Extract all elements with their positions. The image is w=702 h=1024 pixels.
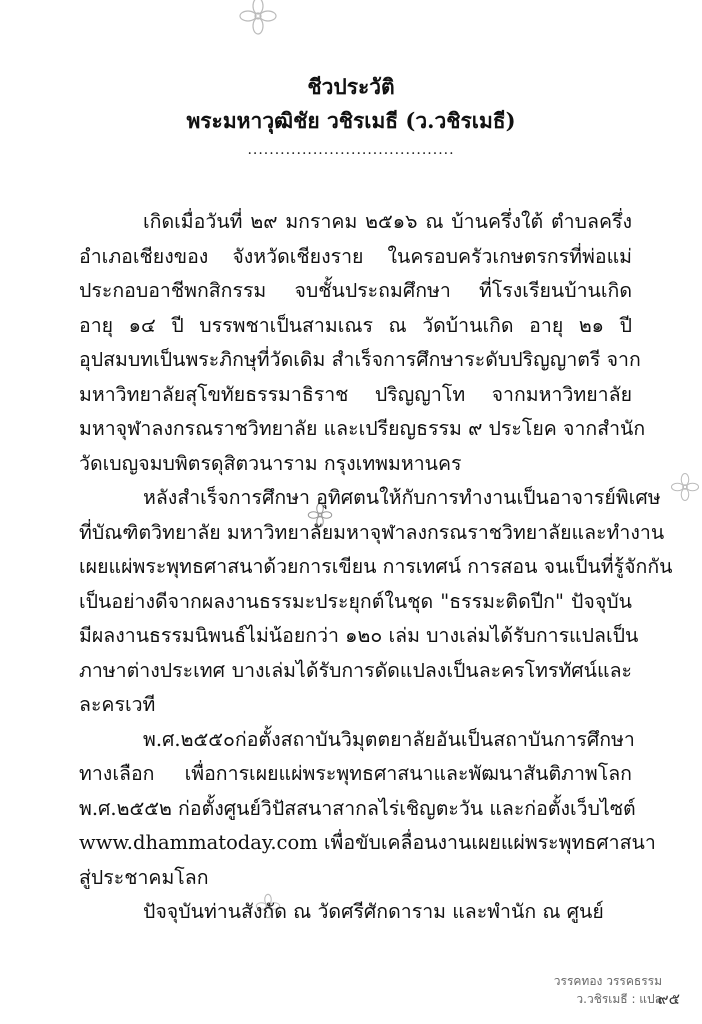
flower-ornament-top-icon	[238, 0, 278, 36]
text-line: หลังสำเร็จการศึกษา อุทิศตนให้กับการทำงานเป็นอาจารย์พิเศษ	[143, 486, 661, 509]
text-line: อำเภอเชียงของ จังหวัดเชียงราย ในครอบครัวเกษตรกรที่พ่อแม่	[79, 244, 632, 268]
text-line: www.dhammatoday.com เพื่อขับเคลื่อนงานเผยแผ่พระพุทธศาสนา	[79, 831, 656, 854]
body-paragraph	[79, 205, 646, 481]
page-subtitle: พระมหาวุฒิชัย วชิรเมธี (ว.วชิรเมธี)	[186, 108, 516, 133]
text-line: มีผลงานธรรมนิพนธ์ไม่น้อยกว่า ๑๒๐ เล่ม บางเล่มได้รับการแปลเป็น	[79, 624, 639, 647]
page-footer	[554, 972, 662, 1008]
text-line: ประกอบอาชีพกสิกรรม จบชั้นประถมศึกษา ที่โรงเรียนบ้านเกิด	[79, 279, 632, 302]
text-line: พ.ศ.๒๕๕๒ ก่อตั้งศูนย์วิปัสสนาสากลไร่เชิญตะวัน และก่อตั้งเว็บไซต์	[79, 796, 636, 820]
text-line: มหาวิทยาลัยสุโขทัยธรรมาธิราช ปริญญาโท จากมหาวิทยาลัย	[79, 382, 632, 406]
flower-ornament-right-icon	[670, 472, 700, 502]
text-line: ละครเวที	[79, 693, 156, 716]
text-line: เกิดเมื่อวันที่ ๒๙ มกราคม ๒๕๑๖ ณ บ้านครึ่งใต้ ตำบลครึ่ง	[143, 210, 632, 233]
text-line: เป็นอย่างดีจากผลงานธรรมะประยุกต์ในชุด "ธรรมะติดปีก" ปัจจุบัน	[79, 589, 632, 613]
text-line: ปัจจุบันท่านสังกัด ณ วัดศรีศักดาราม และพำนัก ณ ศูนย์	[143, 900, 604, 923]
text-line: อายุ ๑๔ ปี บรรพชาเป็นสามเณร ณ วัดบ้านเกิด อายุ ๒๑ ปี	[79, 313, 632, 337]
text-line: อุปสมบทเป็นพระภิกษุที่วัดเดิม สำเร็จการศึกษาระดับปริญญาตรี จาก	[79, 348, 641, 371]
text-line: สู่ประชาคมโลก	[79, 865, 209, 889]
text-line: เผยแผ่พระพุทธศาสนาด้วยการเขียน การเทศน์ การสอน จนเป็นที่รู้จักกัน	[79, 555, 673, 578]
text-line: มหาจุฬาลงกรณราชวิทยาลัย และเปรียญธรรม ๙ ประโยค จากสำนัก	[79, 417, 646, 440]
page-title: ชีวประวัติ	[307, 74, 395, 99]
title-block	[0, 72, 702, 158]
dotted-divider: ......................................	[247, 142, 455, 158]
body-paragraph	[79, 481, 673, 723]
body-paragraph	[79, 723, 656, 896]
text-line: ที่บัณฑิตวิทยาลัย มหาวิทยาลัยมหาจุฬาลงกรณราชวิทยาลัยและทำงาน	[79, 520, 665, 544]
text-line: พ.ศ.๒๕๕๐ก่อตั้งสถาบันวิมุตตยาลัยอันเป็นสถาบันการศึกษา	[143, 727, 635, 751]
biography-body	[79, 205, 673, 930]
text-line: ภาษาต่างประเทศ บางเล่มได้รับการดัดแปลงเป็นละครโทรทัศน์และ	[79, 658, 632, 682]
footer-book-title: วรรคทอง วรรคธรรม	[553, 974, 662, 988]
text-line: วัดเบญจมบพิตรดุสิตวนาราม กรุงเทพมหานคร	[79, 451, 462, 475]
body-paragraph	[79, 895, 632, 930]
text-line: ทางเลือก เพื่อการเผยแผ่พระพุทธศาสนาและพัฒนาสันติภาพโลก	[79, 762, 632, 785]
page-number: ๙๕	[657, 990, 680, 1008]
footer-translator: ว.วชิรเมธี : แปล	[576, 992, 662, 1006]
